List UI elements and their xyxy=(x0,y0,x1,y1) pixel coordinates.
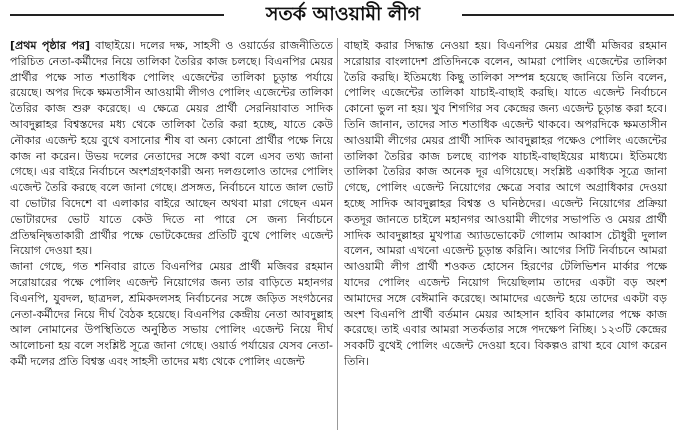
paragraph-1-text: বাছাইয়ে। দলের দক্ষ, সাহসী ও ওয়ার্ডের রাজনীতিতে পরিচিত নেতা-কর্মীদের নিয়ে তালিকা তৈরির কাজ চলছে। বিএনপির মেয়র প্রার্থীর পক্ষে সাত শতাধিক পোলিং এজেন্টের তালিকা চূড়ান্ত পর্যায়ে রয়েছে। অপর দিকে ক্ষমতাসীন আওয়ামী লীগও পোলিং এজেন্টের তালিকা তৈরির কাজ শুরু করেছে। এ ক্ষেত্রে মেয়র প্রার্থী সেরনিয়াবাত সাদিক আবদুল্লাহর বিশ্বস্তদের মধ্য থেকে তালিকা তৈরি করা হচ্ছে, যাতে কেউ নৌকার এজেন্ট হয়ে বুথে বসানোর শীষ বা অন্য কোনো প্রার্থীর পক্ষে নিয়ে কাজ না করেন। উভয় দলের নেতাদের সঙ্গে কথা বলে এসব তথ্য জানা গেছে। এর বাইরে নির্বাচনে অংশগ্রহণকারী অন্য দলগুলোও তাদের পোলিং এজেন্ট তৈরি করছে বলে জানা গেছে। প্রসঙ্গত, নির্বাচনে যাতে জাল ভোট বা ভোটার বিদেশে বা এলাকার বাইরে আছেন অথবা মারা গেছেন এমন ভোটারদের ভোট যাতে কেউ দিতে না পারে সে জন্য নির্বাচনে প্রতিদ্বন্দ্বিতাকারী প্রার্থীর পক্ষে ভোটকেন্দ্রের প্রতিটি বুথে পোলিং এজেন্ট নিয়োগ দেওয়া হয়। xyxy=(10,39,333,258)
header-rule-right xyxy=(462,14,674,16)
column-divider xyxy=(337,38,338,430)
headline: সতর্ক আওয়ামী লীগ xyxy=(265,3,421,25)
article-column-right xyxy=(344,38,667,430)
section-header xyxy=(0,0,684,30)
continuation-tag: [প্রথম পৃষ্ঠার পর] xyxy=(10,39,91,52)
header-rule-left xyxy=(10,14,224,16)
article-paragraph-1 xyxy=(10,38,333,259)
article-paragraph-3: বাছাই করার সিদ্ধান্ত নেওয়া হয়। বিএনপির মেয়র প্রার্থী মজিবর রহমান সরোয়ার বাংলাদেশ প্রতিদিনকে বলেন, আমরা পোলিং এজেন্টের তালিকা তৈরি করছি। ইতিমধ্যে কিছু তালিকা সম্পন্ন হয়েছে জানিয়ে তিনি বলেন, পোলিং এজেন্টের তালিকা যাচাই-বাছাই করছি। যাতে এজেন্ট নির্বাচনে কোনো ভুল না হয়। খুব শিগগির সব কেন্দ্রের জন্য এজেন্ট চূড়ান্ত করা হবে। তিনি জানান, তাদের সাত শতাধিক এজেন্ট থাকবে। অপরদিকে ক্ষমতাসীন আওয়ামী লীগের মেয়র প্রার্থী সাদিক আবদুল্লাহর পক্ষেও পোলিং এজেন্টের তালিকা তৈরির কাজ চলছে ব্যাপক যাচাই-বাছাইয়ের মাধ্যমে। ইতিমধ্যে তালিকা তৈরির কাজ অনেক দূর এগিয়েছে। সংশ্লিষ্ট একাধিক সূত্রে জানা গেছে, পোলিং এজেন্ট নিয়োগের ক্ষেত্রে সবার আগে অগ্রাধিকার দেওয়া হচ্ছে সাদিক আবদুল্লাহর বিশ্বস্ত ও ঘনিষ্ঠদের। এজেন্ট নিয়োগের প্রক্রিয়া কতদূর জানতে চাইলে মহানগর আওয়ামী লীগের সভাপতি ও মেয়র প্রার্থী সাদিক আবদুল্লাহর মুখপাত্র অ্যাডভোকেট গোলাম আব্বাস চৌধুরী দুলাল বলেন, আমরা এখনো এজেন্ট চূড়ান্ত করিনি। আগের সিটি নির্বাচনে আমরা আওয়ামী লীগ প্রার্থী শওকত হোসেন হিরণের টেলিভিশন মার্কার পক্ষে যাদের পোলিং এজেন্ট নিয়োগ দিয়েছিলাম তাদের একটা বড় অংশ আমাদের সঙ্গে বেঈমানি করেছে। আমাদের এজেন্ট হয়ে তাদের একটা বড় অংশ বিএনপি প্রার্থী বর্তমান মেয়র আহসান হাবিব কামালের পক্ষে কাজ করেছে। তাই এবার আমরা সতর্কতার সঙ্গে পদক্ষেপ নিচ্ছি। ১২৩টি কেন্দ্রের সবকটি বুথেই পোলিং এজেন্ট দেওয়া হবে। বিকল্পও রাখা হবে যোগ করেন তিনি। xyxy=(344,39,667,368)
article-paragraph-2: জানা গেছে, গত শনিবার রাতে বিএনপির মেয়র প্রার্থী মজিবর রহমান সরোয়ারের পক্ষে পোলিং এজেন্ট নিয়োগের জন্য তার বাড়িতে মহানগর বিএনপি, যুবদল, ছাত্রদল, শ্রমিকদলসহ নির্বাচনের সঙ্গে জড়িত সংগঠনের নেতা-কর্মীদের নিয়ে দীর্ঘ বৈঠক হয়েছে। বিএনপির কেন্দ্রীয় নেতা আবদুল্লাহ আল নোমানের উপস্থিতিতে অনুষ্ঠিত সভায় পোলিং এজেন্ট নিয়ে দীর্ঘ আলোচনা হয় বলে সংশ্লিষ্ট সূত্রে জানা গেছে। ওয়ার্ড পর্যায়ের যেসব নেতা-কর্মী দলের প্রতি বিশ্বস্ত এবং সাহসী তাদের মধ্য থেকে পোলিং এজেন্ট xyxy=(10,260,333,368)
article-column-left xyxy=(10,38,333,430)
